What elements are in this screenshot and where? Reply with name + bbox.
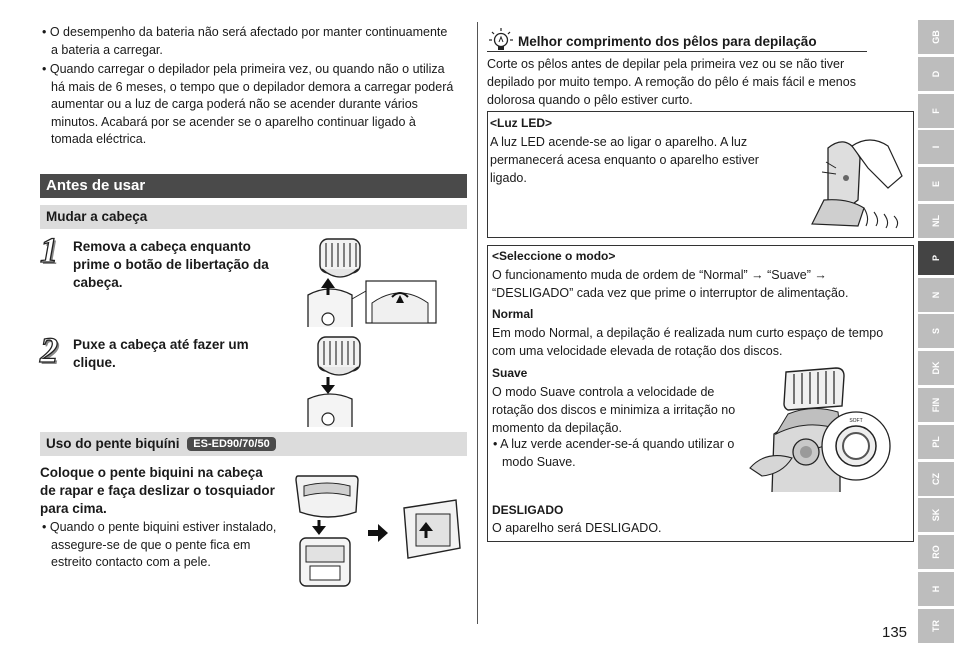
bikini-note: • Quando o pente biquini estiver instalado, assegure-se de que o pente fica em estreito contacto com a pele.	[42, 520, 277, 569]
off-text: O aparelho será DESLIGADO.	[492, 521, 662, 535]
language-tab-e[interactable]	[918, 167, 954, 201]
normal-text: Em modo Normal, a depilação é realizada num curto espaço de tempo com uma velocidade elevada de rotação dos discos.	[492, 326, 884, 358]
language-tab-label: PL	[931, 436, 941, 448]
language-tab-label: GB	[931, 30, 941, 44]
language-tab-gb[interactable]	[918, 20, 954, 54]
remove-head-illustration	[300, 233, 440, 327]
language-tab-i[interactable]	[918, 130, 954, 164]
tip-underline	[487, 51, 867, 52]
language-tab-label: NL	[931, 215, 941, 227]
language-tab-label: S	[931, 328, 941, 335]
intro-notes	[42, 24, 456, 151]
step-number: 1	[40, 230, 58, 270]
language-tab-dk[interactable]	[918, 351, 954, 385]
language-tab-label: H	[931, 585, 941, 593]
language-tab-label: SK	[931, 509, 941, 522]
language-tab-fin[interactable]	[918, 388, 954, 422]
normal-title: Normal	[492, 307, 534, 321]
note-bullet: • Quando carregar o depilador pela primeira vez, ou quando não o utiliza há mais de 6 meses, o tempo que o depilador demora a carregar poderá aumentar ou a luz de carga poderá não se acender durante vários minutos. Acabará por se acender se o aparelho continuar ligado à tomada eléctrica.	[42, 62, 454, 146]
subsection-change-head: Mudar a cabeça	[40, 205, 467, 229]
step-1-text: Remova a cabeça enquanto prime o botão de libertação da cabeça.	[73, 239, 269, 290]
language-tab-cz[interactable]	[918, 462, 954, 496]
language-tab-s[interactable]	[918, 314, 954, 348]
language-tab-d[interactable]	[918, 57, 954, 91]
page-number: 135	[882, 624, 908, 641]
language-tab-nl[interactable]	[918, 204, 954, 238]
language-tab-p[interactable]	[918, 241, 954, 275]
suave-title: Suave	[492, 366, 528, 380]
language-tab-label: D	[931, 70, 941, 78]
language-tab-label: TR	[931, 619, 941, 632]
mode-heading: <Seleccione o modo>	[492, 249, 616, 263]
language-tab-label: FIN	[931, 397, 941, 413]
language-tab-h[interactable]	[918, 572, 954, 606]
bikini-instruction: Coloque o pente biquini na cabeça de rapar e faça deslizar o tosquiador para cima.	[40, 465, 275, 516]
language-tab-sk[interactable]	[918, 498, 954, 532]
language-tab-label: I	[931, 146, 941, 149]
step-2-text: Puxe a cabeça até fazer um clique.	[73, 337, 249, 370]
language-tab-tr[interactable]	[918, 609, 954, 643]
language-tab-ro[interactable]	[918, 535, 954, 569]
language-tab-label: N	[931, 291, 941, 298]
subsection-bikini-title: Uso do pente biquíni	[46, 436, 180, 451]
led-hand-illustration	[808, 128, 908, 232]
language-tab-pl[interactable]	[918, 425, 954, 459]
language-tab-label: F	[931, 107, 941, 114]
note-bullet: • O desempenho da bateria não será afectado por manter continuamente a bateria a carregar.	[42, 25, 448, 57]
language-tab-n[interactable]	[918, 278, 954, 312]
step-number: 2	[40, 330, 58, 370]
off-title: DESLIGADO	[492, 503, 564, 517]
lightbulb-tip-icon	[487, 26, 515, 52]
soft-mode-illustration	[748, 364, 908, 492]
subsection-bikini	[40, 432, 467, 456]
tip-text: Corte os pêlos antes de depilar pela primeira vez ou se não tiver depilado por muito tempo. A remoção do pêlo é mais fácil e menos dolorosa quando o pêlo estiver curto.	[487, 57, 856, 107]
attach-head-illustration	[300, 333, 370, 427]
language-tab-label: P	[931, 254, 941, 261]
suave-text: O modo Suave controla a velocidade de rotação dos discos e minimiza a irritação no momento da depilação.	[492, 385, 736, 435]
soft-label: SOFT	[849, 418, 863, 424]
bikini-comb-illustration	[292, 470, 467, 590]
language-tab-label: E	[931, 181, 941, 188]
suave-note: • A luz verde acender-se-á quando utilizar o modo Suave.	[493, 437, 735, 469]
language-tab-label: DK	[931, 361, 941, 375]
led-text: A luz LED acende-se ao ligar o aparelho. A luz permanecerá acesa enquanto o aparelho estiver ligado.	[490, 135, 759, 185]
tip-title: Melhor comprimento dos pêlos para depilação	[518, 34, 817, 49]
led-heading: <Luz LED>	[490, 116, 553, 130]
language-tab-f[interactable]	[918, 94, 954, 128]
column-divider	[477, 22, 478, 624]
section-title: Antes de usar	[40, 174, 467, 198]
language-tab-label: CZ	[931, 472, 941, 485]
language-tab-label: RO	[931, 545, 941, 559]
model-badge: ES-ED90/70/50	[187, 437, 275, 451]
mode-text: O funcionamento muda de ordem de “Normal” → “Suave” → “DESLIGADO” cada vez que prime o interruptor de alimentação.	[492, 268, 849, 300]
